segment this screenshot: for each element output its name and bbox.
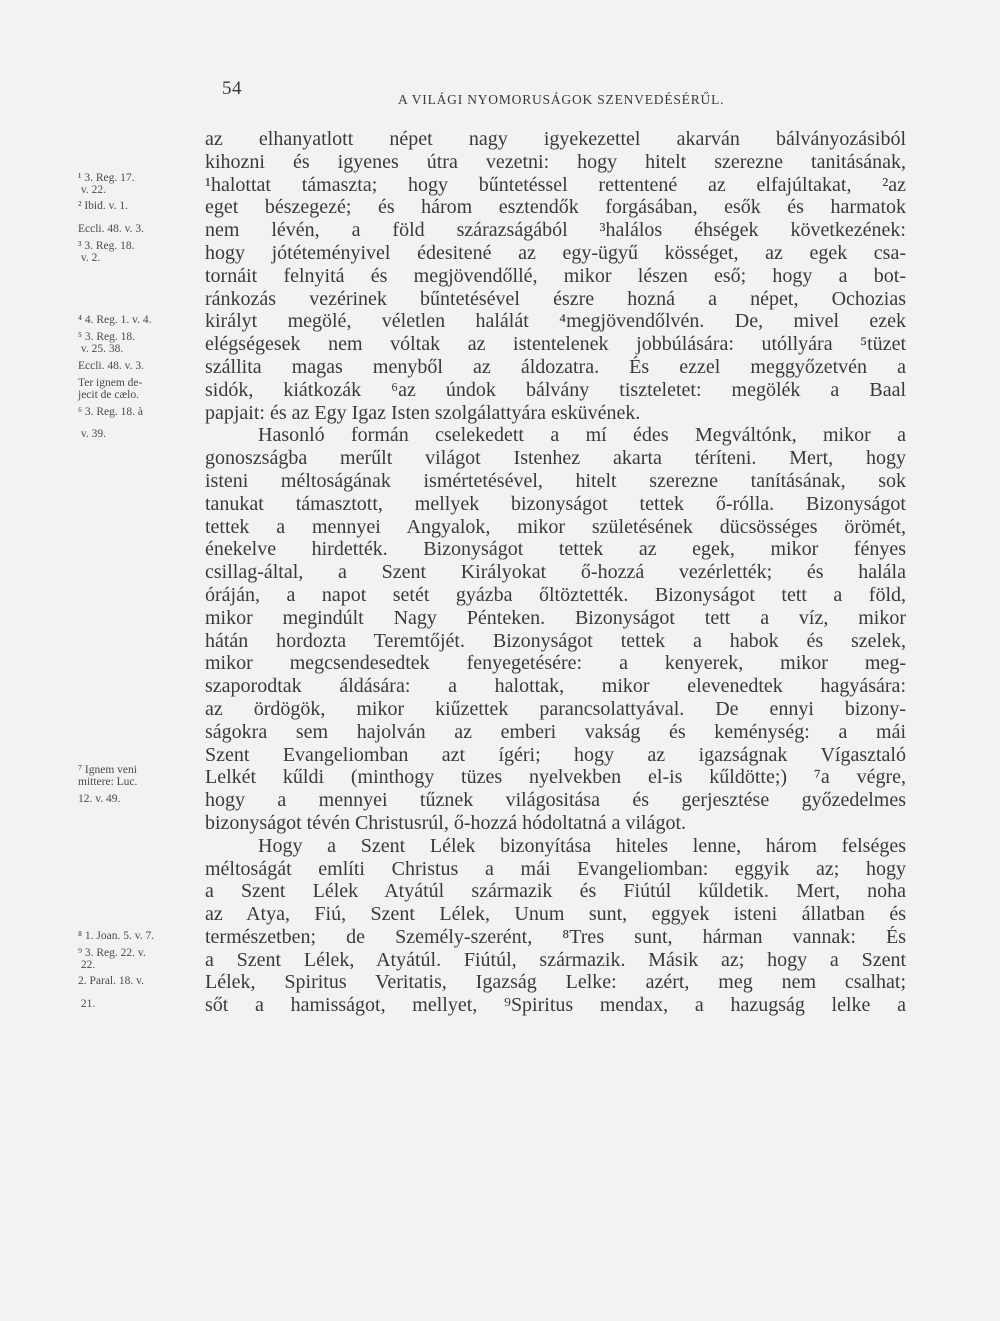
line-text: mikor megindúlt Nagy Pénteken. Bizonyságot tett a víz, mikor (205, 606, 906, 629)
text-line (0, 835, 1000, 858)
margin-note: ⁴ 4. Reg. 1. v. 4. (78, 314, 152, 327)
line-text: papjait: és az Egy Igaz Isten szolgálattyára esküvének. (205, 401, 641, 424)
text-line (0, 196, 1000, 219)
line-text: sidók, kiátkozák ⁶az úndok bálvány tiszteletet: megölék a Baal (205, 378, 906, 401)
margin-note: Eccli. 48. v. 3. (78, 359, 145, 372)
line-text: elégségesek nem vóltak az istentelenek jobbúlására: utóllyára ⁵tüzet (205, 333, 906, 356)
line-text: csillag-által, a Szent Királyokat ő-hozzá vezérlették; és halála (205, 561, 906, 584)
line-text: a Szent Lélek, Atyátúl. Fiútúl, származik. Másik az; hogy a Szent (205, 948, 906, 971)
line-text: hátán hordozta Teremtőjét. Bizonyságot tettek a habok és szelek, (205, 629, 906, 652)
text-line (0, 698, 1000, 721)
line-text: Hogy a Szent Lélek bizonyítása hiteles lenne, három felséges (258, 834, 906, 857)
line-text: tettek a mennyei Angyalok, mikor születésének dücsösséges örömét, (205, 515, 906, 538)
margin-note: ³ 3. Reg. 18. v. 2. (78, 239, 135, 264)
margin-note: ⁹ 3. Reg. 22. v. 22. (78, 946, 146, 971)
line-text: királyt megölé, véletlen halálát ⁴megjövendőlvén. De, mivel ezek (205, 310, 906, 333)
running-head: A VILÁGI NYOMORUSÁGOK SZENVEDÉSÉRŰL. (398, 92, 725, 107)
line-text: az elhanyatlott népet nagy igyekezettel akarván bálványozásiból (205, 128, 906, 150)
main-text (0, 128, 1000, 1017)
text-line (0, 903, 1000, 926)
text-line (0, 128, 1000, 151)
text-line (0, 926, 1000, 949)
text-line (0, 265, 1000, 288)
margin-note: 2. Paral. 18. v. (78, 975, 145, 988)
line-text: szaporodtak áldására: a halottak, mikor elevenedtek hagyására: (205, 675, 906, 698)
line-text: Szent Evangeliomban azt ígéri; hogy az igazságnak Vígasztaló (205, 743, 906, 766)
margin-note: v. 39. (78, 428, 107, 441)
text-line (0, 493, 1000, 516)
line-text: ránkozás vezérinek bűntetésével észre hozná a népet, Ochozias (205, 287, 906, 310)
text-line (0, 538, 1000, 561)
page-number: 54 (222, 78, 242, 99)
text-line (0, 971, 1000, 994)
text-line (0, 721, 1000, 744)
line-text: mikor megcsendesedtek fenyegetésére: a kenyerek, mikor meg- (205, 652, 906, 675)
text-line (0, 630, 1000, 653)
text-line (0, 333, 1000, 356)
text-line (0, 356, 1000, 379)
text-line (0, 858, 1000, 881)
margin-note: ¹ 3. Reg. 17. v. 22. (78, 171, 135, 196)
line-text: sőt a hamisságot, mellyet, ⁹Spiritus mendax, a hazugság lelke a (205, 994, 906, 1017)
line-text: Hasonló formán cselekedett a mí édes Megváltónk, mikor a (258, 424, 906, 447)
line-text: hogy a mennyei tűznek világositása és gerjesztése győzedelmes (205, 789, 906, 812)
line-text: a Szent Lélek Atyátúl származik és Fiútúl kűldetik. Mert, noha (205, 880, 906, 903)
text-line (0, 239, 1000, 265)
line-text: isteni méltoságának ismértetésével, hitelt szerezne tanításának, sok (205, 469, 906, 492)
line-text: tanukat támasztott, mellyek bizonyságot tettek ő-rólla. Bizonyságot (205, 492, 906, 515)
text-line (0, 310, 1000, 333)
text-line (0, 652, 1000, 675)
margin-note: 21. (78, 998, 96, 1011)
line-text: az ördögök, mikor kiűzettek parancsolattyával. De ennyi bizony- (205, 697, 906, 720)
margin-note: ⁷ Ignem veni mittere: Luc. (78, 764, 138, 789)
text-line (0, 561, 1000, 584)
text-line (0, 376, 1000, 402)
margin-note: ² Ibid. v. 1. (78, 200, 128, 213)
line-text: szállita magas menyből az áldozatra. És ezzel meggyőzetvén a (205, 355, 906, 378)
text-line (0, 812, 1000, 835)
line-text: hogy jótéteményivel édesitené az egy-ügyű kösséget, az egek csa- (205, 241, 906, 264)
text-line (0, 424, 1000, 447)
line-text: tornáit felnyitá és megjövendőllé, mikor lészen eső; hogy a bot- (205, 264, 906, 287)
line-text: ¹halottat támaszta; hogy bűntetéssel rettentené az elfajúltakat, ²az (205, 173, 906, 196)
line-text: ságokra sem hajolván az emberi vakság és keménység: a mái (205, 720, 906, 743)
margin-note: ⁸ 1. Joan. 5. v. 7. (78, 929, 155, 942)
text-line (0, 584, 1000, 607)
line-text: óráján, a napot setét gyázba őltöztették. Bizonyságot tett a föld, (205, 583, 906, 606)
text-line (0, 994, 1000, 1017)
margin-note: Eccli. 48. v. 3. (78, 223, 145, 236)
line-text: kihozni és igyenes útra vezetni: hogy hitelt szerezne tanitásának, (205, 150, 906, 173)
line-text: méltoságát említi Christus a mái Evangeliomban: eggyik az; hogy (205, 857, 906, 880)
text-line (0, 744, 1000, 767)
text-line (0, 880, 1000, 903)
text-line (0, 171, 1000, 197)
line-text: Lelkét kűldi (minthogy tüzes nyelvekben el-is kűldötte;) ⁷a végre, (205, 766, 906, 789)
text-line (0, 151, 1000, 174)
line-text: énekelve hirdették. Bizonyságot tettek az egek, mikor fényes (205, 538, 906, 561)
line-text: bizonyságot tévén Christusrúl, ő-hozzá hódoltatná a világot. (205, 811, 686, 834)
text-line (0, 516, 1000, 539)
margin-note: 12. v. 49. (78, 793, 121, 806)
text-line (0, 607, 1000, 630)
text-line (0, 288, 1000, 311)
line-text: Lélek, Spiritus Veritatis, Igazság Lelke: azért, meg nem csalhat; (205, 971, 906, 994)
text-line (0, 946, 1000, 972)
text-line (0, 789, 1000, 812)
text-line (0, 470, 1000, 493)
line-text: az Atya, Fiú, Szent Lélek, Unum sunt, eggyek isteni állatban és (205, 903, 906, 926)
text-line (0, 766, 1000, 789)
text-line (0, 447, 1000, 470)
margin-note: ⁵ 3. Reg. 18. v. 25. 38. (78, 331, 136, 356)
margin-note: Ter ignem de- jecit de cælo. (78, 376, 143, 401)
margin-note: ⁶ 3. Reg. 18. à (78, 405, 144, 418)
text-line (0, 219, 1000, 242)
text-line (0, 402, 1000, 425)
line-text: nem lévén, a föld szárazságából ³halálos éhségek következének: (205, 219, 906, 242)
line-text: természetben; de Személy-szerént, ⁸Tres sunt, hárman vannak: És (205, 925, 906, 948)
line-text: eget bészegezé; és három esztendők forgásában, esők és harmatok (205, 196, 906, 219)
line-text: gonoszságba merűlt világot Istenhez akarta téríteni. Mert, hogy (205, 447, 906, 470)
text-line (0, 675, 1000, 698)
